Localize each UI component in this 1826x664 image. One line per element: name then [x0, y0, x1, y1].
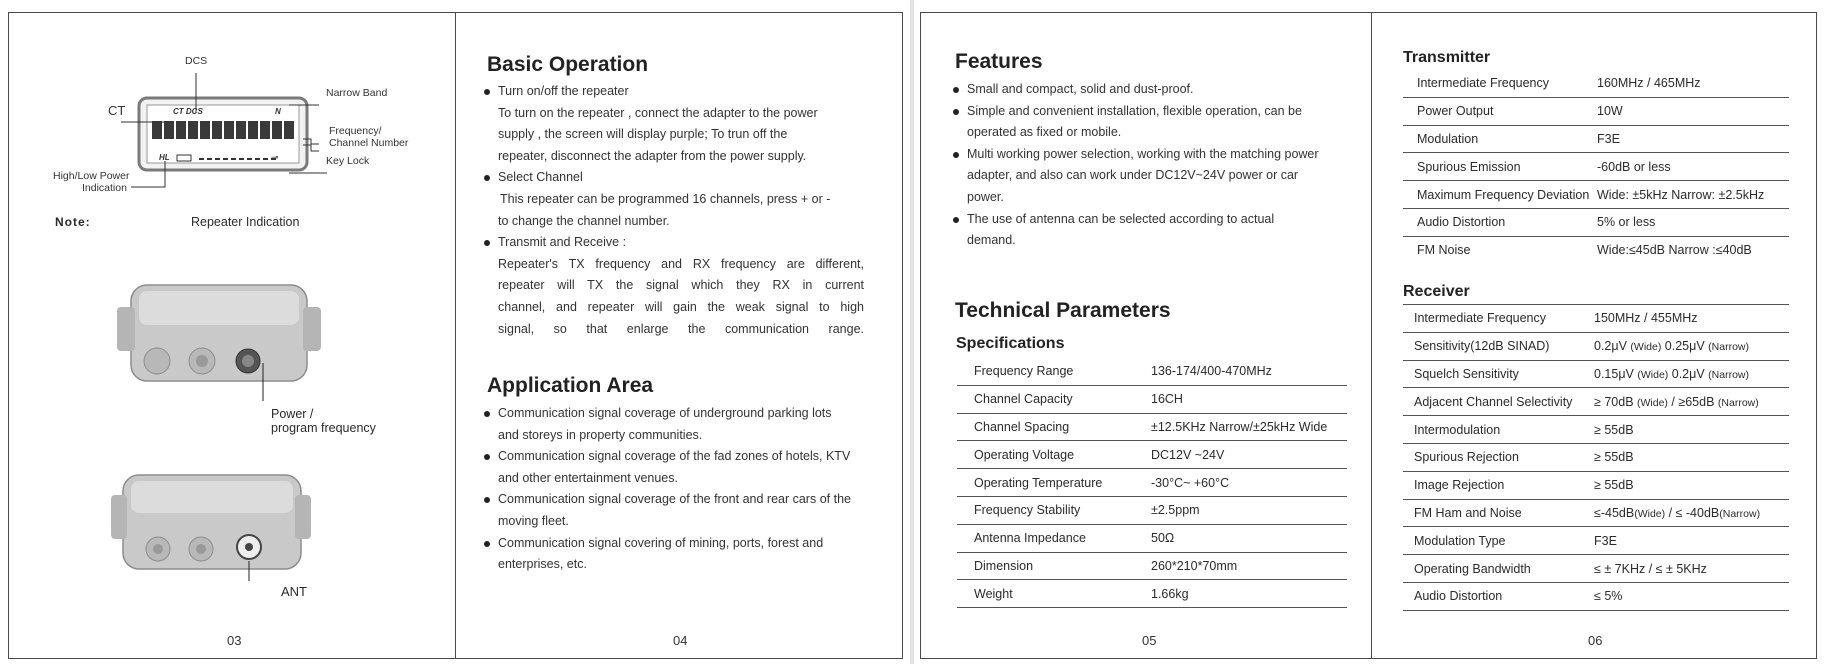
- technical-parameters-title: Technical Parameters: [955, 299, 1171, 322]
- repeater-device-photo-2: [109, 469, 349, 589]
- callout-frequency: Frequency/: [329, 125, 382, 137]
- table-row: Antenna Impedance 50Ω: [957, 524, 1347, 552]
- table-row: Intermediate Frequency 150MHz / 455MHz: [1403, 305, 1789, 333]
- app-item-1: Communication signal coverage of underground parking lots and storeys in property communities.: [482, 403, 882, 446]
- page-03: [9, 13, 455, 658]
- table-row: Operating Temperature -30°C~ +60°C: [957, 469, 1347, 497]
- callout-key-lock: Key Lock: [326, 155, 370, 167]
- page-05: [921, 13, 1371, 658]
- table-row: FM Ham and Noise ≤-45dB(Wide) / ≤ -40dB(Narrow): [1403, 499, 1789, 527]
- table-row: Channel Capacity 16CH: [957, 385, 1347, 413]
- table-row: Spurious Rejection ≥ 55dB: [1403, 443, 1789, 471]
- receiver-table: [1403, 304, 1789, 611]
- table-row: Audio Distortion 5% or less: [1403, 208, 1789, 236]
- specifications-title: Specifications: [956, 335, 1065, 352]
- basic-item-channel: Select Channel This repeater can be programmed 16 channels, press + or - to change the channel number.: [482, 167, 862, 232]
- callout-narrow-band: Narrow Band: [326, 87, 388, 99]
- receiver-title: Receiver: [1403, 283, 1470, 300]
- table-row: Audio Distortion ≤ 5%: [1403, 582, 1789, 610]
- table-row: Intermediate Frequency 160MHz / 465MHz: [1403, 70, 1789, 97]
- table-row: Spurious Emission -60dB or less: [1403, 153, 1789, 181]
- lcd-n-label: N: [275, 107, 281, 116]
- page-04: [456, 13, 904, 658]
- table-row: Channel Spacing ±12.5KHz Narrow/±25kHz Wide: [957, 413, 1347, 441]
- callout-dcs: DCS: [185, 55, 208, 67]
- specifications-table: [957, 358, 1347, 608]
- spread-gutter: [910, 0, 914, 664]
- device1-label-program: program frequency: [271, 421, 376, 435]
- callout-channel-number: Channel Number: [329, 137, 409, 149]
- app-item-4: Communication signal covering of mining, ports, forest and enterprises, etc.: [482, 533, 882, 576]
- table-row: Weight 1.66kg: [957, 580, 1347, 608]
- basic-item-transmit: Transmit and Receive : Repeater's TX frequency and RX frequency are different, repeater will TX the signal which they RX in current channel, and repeater will gain the weak signal to high signal, so that enlarge the communication range.: [482, 232, 862, 340]
- feature-item-3: Multi working power selection, working with the matching power adapter, and also can work under DC12V~24V power or car power.: [951, 144, 1351, 209]
- lcd-hl-label: HL: [159, 153, 170, 162]
- feature-item-2: Simple and convenient installation, flexible operation, can be operated as fixed or mobile.: [951, 101, 1351, 144]
- left-spread: [8, 12, 903, 659]
- basic-operation-title: Basic Operation: [487, 53, 649, 76]
- app-item-3: Communication signal coverage of the front and rear cars of the moving fleet.: [482, 489, 882, 532]
- table-row: Modulation F3E: [1403, 125, 1789, 153]
- callout-ct: CT: [108, 103, 126, 118]
- features-list: [951, 79, 1351, 252]
- table-row: Operating Bandwidth ≤ ± 7KHz / ≤ ± 5KHz: [1403, 555, 1789, 583]
- repeater-device-photo-1: [109, 279, 349, 419]
- table-row: Intermodulation ≥ 55dB: [1403, 416, 1789, 444]
- page-number-04: 04: [673, 633, 688, 648]
- app-item-2: Communication signal coverage of the fad zones of hotels, KTV and other entertainment venues.: [482, 446, 882, 489]
- table-row: Squelch Sensitivity 0.15μV (Wide) 0.2μV (Narrow): [1403, 360, 1789, 388]
- key-lock-icon: ⊸: [271, 152, 279, 162]
- device1-label-power: Power /: [271, 407, 314, 421]
- lcd-callout-lines: [9, 13, 455, 213]
- table-row: Operating Voltage DC12V ~24V: [957, 441, 1347, 469]
- transmitter-table: [1403, 70, 1789, 264]
- page-06: [1372, 13, 1818, 658]
- table-row: Adjacent Channel Selectivity ≥ 70dB (Wide) / ≥65dB (Narrow): [1403, 388, 1789, 416]
- right-spread: [920, 12, 1817, 659]
- table-row: Power Output 10W: [1403, 97, 1789, 125]
- basic-item-transmit-text: Repeater's TX frequency and RX frequency are different, repeater will TX the signal which they RX in current channel, and repeater will gain the weak signal to high signal, so that enlarge the communication range.: [498, 256, 864, 336]
- lcd-ct-dcs-label: CT DCS: [173, 107, 203, 116]
- table-row: Image Rejection ≥ 55dB: [1403, 471, 1789, 499]
- transmitter-title: Transmitter: [1403, 49, 1491, 66]
- table-row: Modulation Type F3E: [1403, 527, 1789, 555]
- features-title: Features: [955, 50, 1043, 73]
- callout-power: High/Low Power: [53, 170, 130, 182]
- table-row: Frequency Range 136-174/400-470MHz: [957, 358, 1347, 385]
- basic-operation-list: [482, 81, 862, 340]
- basic-item-power: Turn on/off the repeater To turn on the repeater , connect the adapter to the power supply , the screen will display purple; To trun off the repeater, disconnect the adapter from the power supply.: [482, 81, 862, 167]
- feature-item-4: The use of antenna can be selected according to actual demand.: [951, 209, 1351, 252]
- table-row: FM Noise Wide:≤45dB Narrow :≤40dB: [1417, 243, 1752, 258]
- basic-item-channel-text: This repeater can be programmed 16 channels, press + or - to change the channel number.: [498, 191, 831, 228]
- table-row: Frequency Stability ±2.5ppm: [957, 496, 1347, 524]
- note-text: Repeater Indication: [191, 215, 300, 229]
- application-area-title: Application Area: [487, 374, 654, 397]
- callout-indication: Indication: [82, 182, 127, 194]
- note-label: Note:: [55, 215, 91, 229]
- feature-item-1: Small and compact, solid and dust-proof.: [951, 79, 1351, 101]
- table-row: Maximum Frequency Deviation Wide: ±5kHz Narrow: ±2.5kHz: [1403, 181, 1789, 209]
- basic-item-power-text: To turn on the repeater , connect the adapter to the power supply , the screen will display purple; To trun off the repeater, disconnect the adapter from the power supply.: [498, 105, 818, 163]
- page-number-05: 05: [1142, 633, 1157, 648]
- page-number-06: 06: [1588, 633, 1603, 648]
- application-area-list: [482, 403, 882, 576]
- table-row: Sensitivity(12dB SINAD) 0.2μV (Wide) 0.25μV (Narrow): [1403, 332, 1789, 360]
- device2-label-ant: ANT: [281, 584, 307, 599]
- page-number-03: 03: [227, 633, 242, 648]
- table-row: Dimension 260*210*70mm: [957, 552, 1347, 580]
